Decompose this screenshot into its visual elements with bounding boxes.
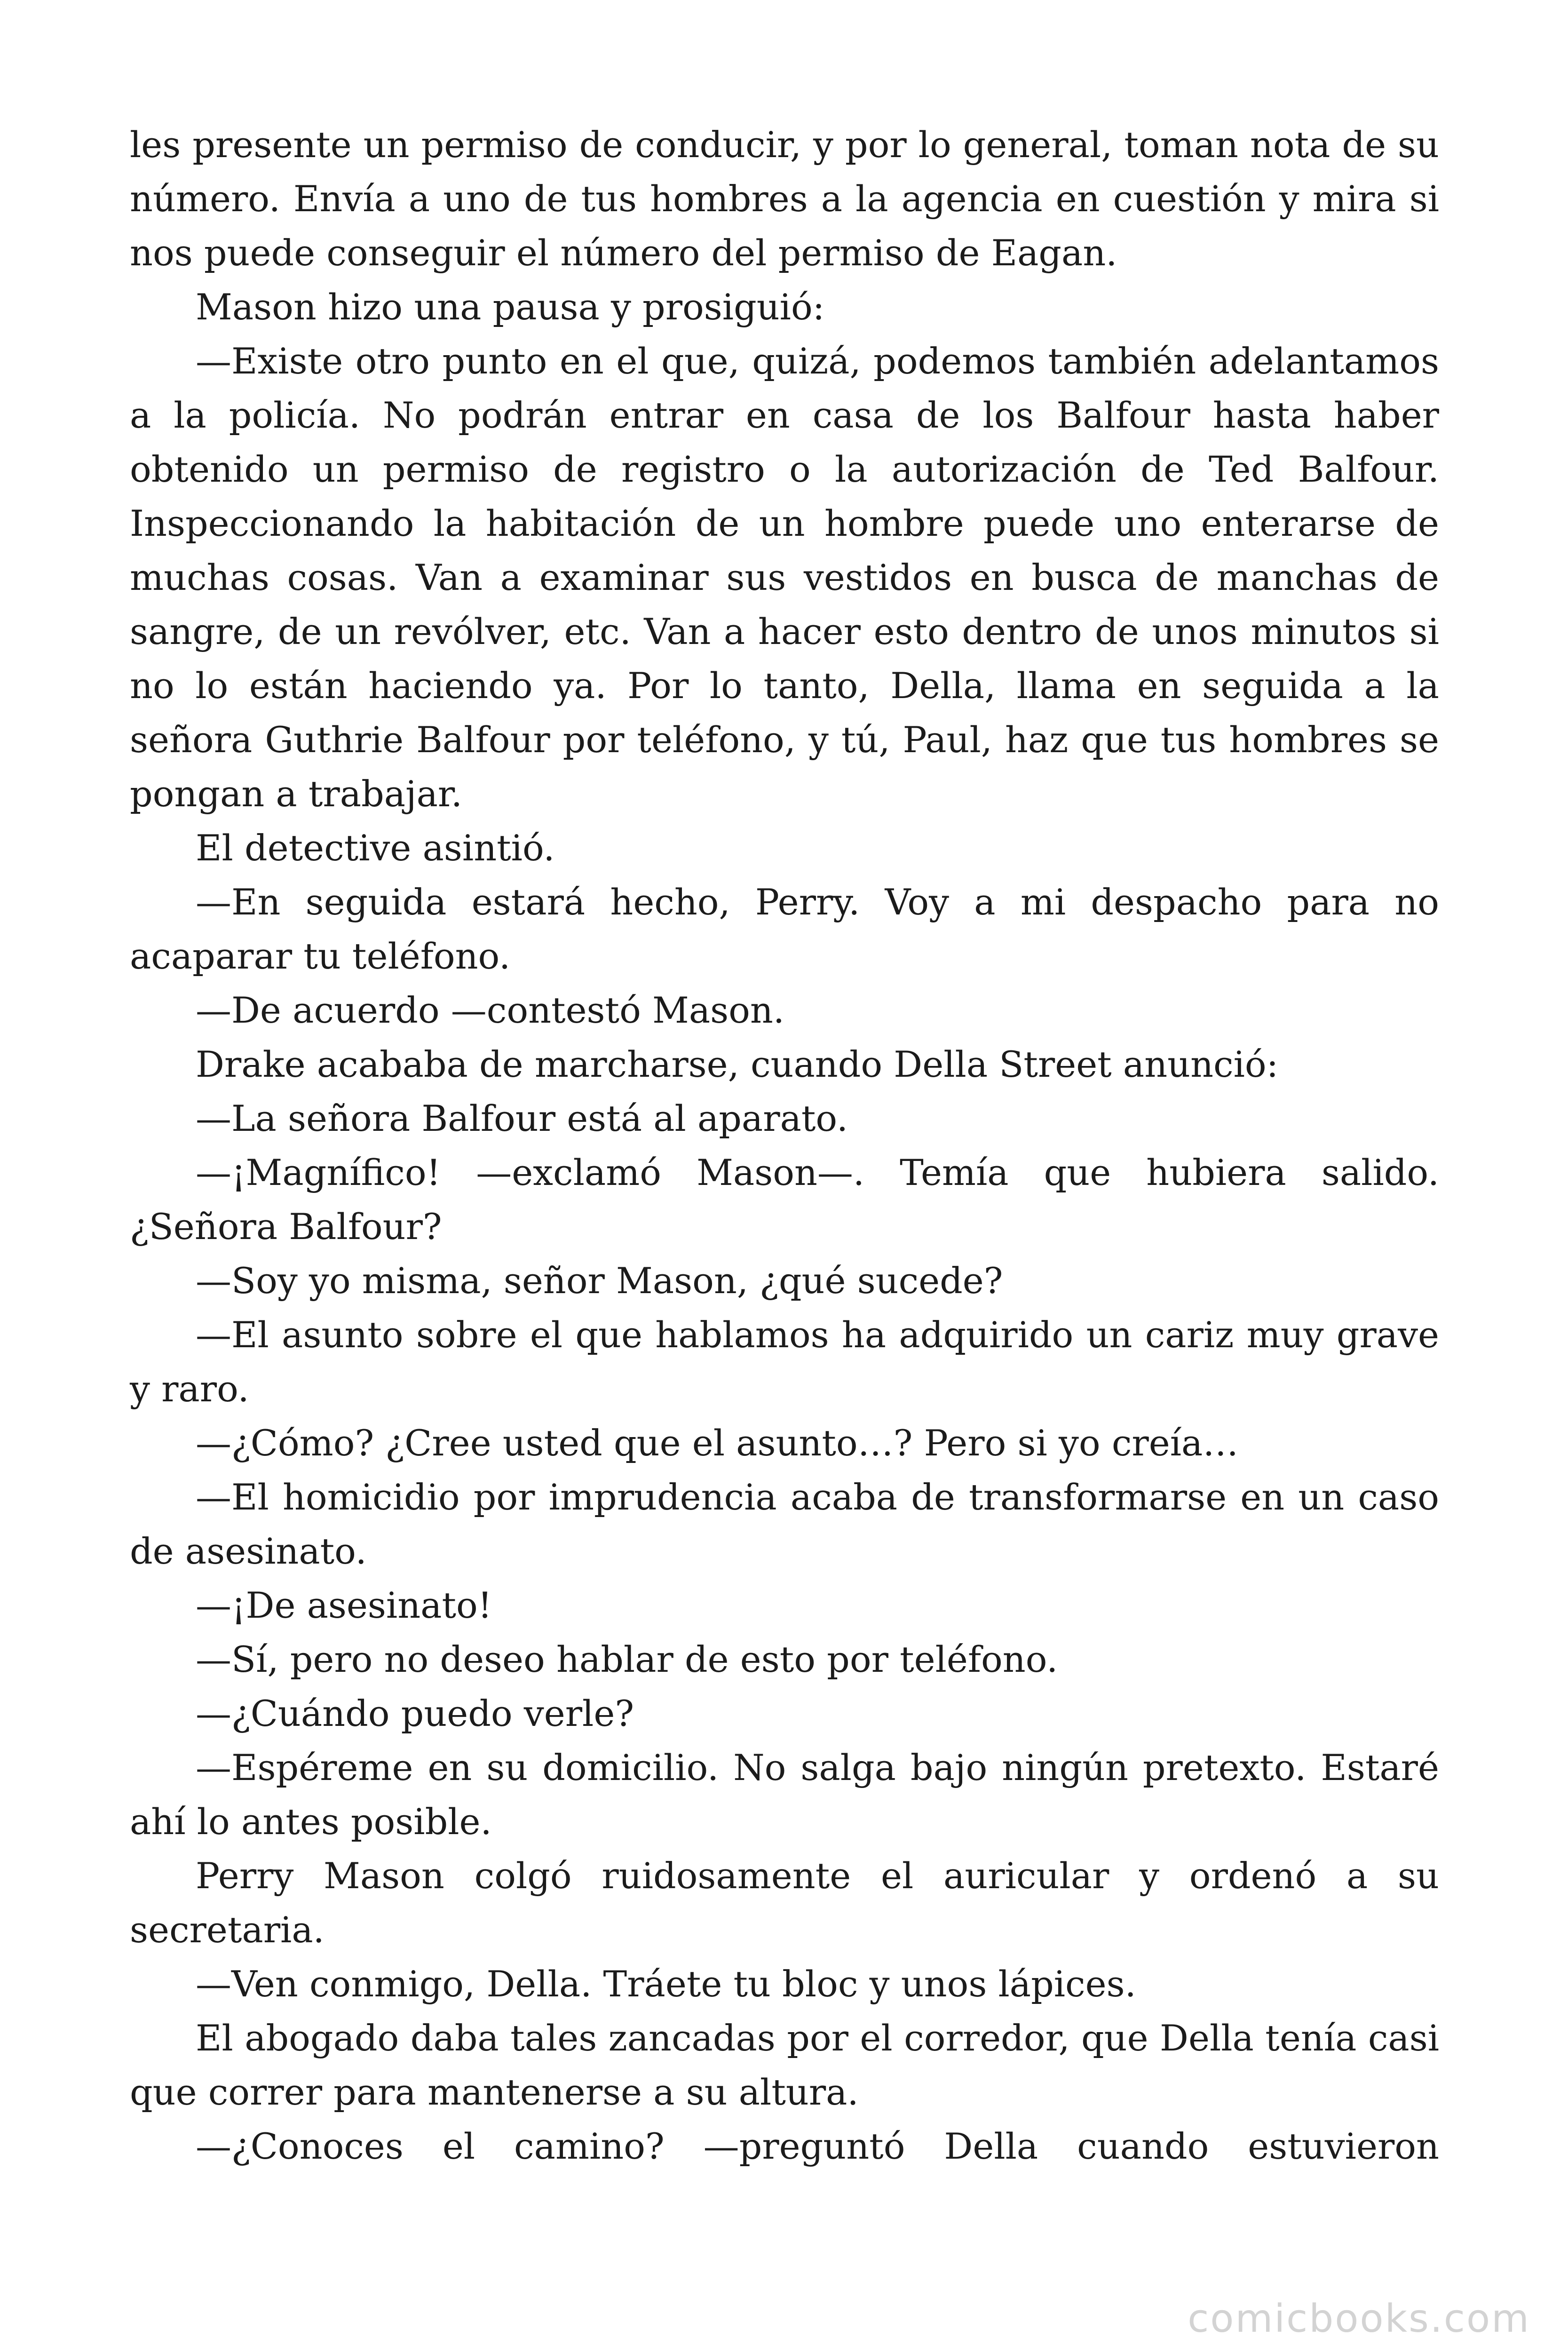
- paragraph-16: —¿Cuándo puedo verle?: [196, 1692, 634, 1734]
- paragraph-2: Mason hizo una pausa y prosiguió:: [196, 286, 825, 328]
- paragraph-11: —El asunto sobre el que hablamos ha adquirido un cariz muy grave y raro.: [130, 1314, 1439, 1410]
- paragraph-13: —El homicidio por imprudencia acaba de transformarse en un caso de asesinato.: [130, 1476, 1439, 1572]
- paragraph-19: —Ven conmigo, Della. Tráete tu bloc y unos lápices.: [196, 1963, 1136, 2005]
- paragraph-14: —¡De asesinato!: [196, 1584, 492, 1626]
- paragraph-3: —Existe otro punto en el que, quizá, podemos también adelantamos a la policía. No podrán entrar en casa de los Balfour hasta haber obtenido un permiso de registro o la autorización de Ted Balfour. Inspeccionando la habitación de un hombre puede uno enterarse de muchas cosas. Van a examinar sus vestidos en busca de manchas de sangre, de un revólver, etc. Van a hacer esto dentro de unos minutos si no lo están haciendo ya. Por lo tanto, Della, llama en seguida a la señora Guthrie Balfour por teléfono, y tú, Paul, haz que tus hombres se pongan a trabajar.: [130, 340, 1439, 815]
- paragraph-1: les presente un permiso de conducir, y por lo general, toman nota de su número. Envía a uno de tus hombres a la agencia en cuestión y mira si nos puede conseguir el número del permiso de Eagan.: [130, 124, 1439, 274]
- paragraph-17: —Espéreme en su domicilio. No salga bajo ningún pretexto. Estaré ahí lo antes posible.: [130, 1747, 1439, 1843]
- paragraph-7: Drake acababa de marcharse, cuando Della Street anunció:: [196, 1043, 1279, 1085]
- paragraph-8: —La señora Balfour está al aparato.: [196, 1097, 848, 1139]
- paragraph-10: —Soy yo misma, señor Mason, ¿qué sucede?: [196, 1260, 1003, 1302]
- paragraph-20: El abogado daba tales zancadas por el corredor, que Della tenía casi que correr para mantenerse a su altura.: [130, 2017, 1439, 2113]
- paragraph-9: —¡Magnífico! —exclamó Mason—. Temía que hubiera salido. ¿Señora Balfour?: [130, 1152, 1439, 1248]
- body-text: [130, 118, 1439, 2173]
- paragraph-4: El detective asintió.: [196, 827, 555, 869]
- paragraph-21: —¿Conoces el camino? —preguntó Della cuando estuvieron: [196, 2125, 1439, 2167]
- paragraph-15: —Sí, pero no deseo hablar de esto por teléfono.: [196, 1638, 1058, 1680]
- paragraph-6: —De acuerdo —contestó Mason.: [196, 989, 784, 1031]
- paragraph-18: Perry Mason colgó ruidosamente el auricular y ordenó a su secretaria.: [130, 1855, 1439, 1951]
- paragraph-5: —En seguida estará hecho, Perry. Voy a mi despacho para no acaparar tu teléfono.: [130, 881, 1439, 977]
- watermark: comicbooks.com: [1188, 2296, 1530, 2341]
- paragraph-12: —¿Cómo? ¿Cree usted que el asunto…? Pero si yo creía…: [196, 1422, 1239, 1464]
